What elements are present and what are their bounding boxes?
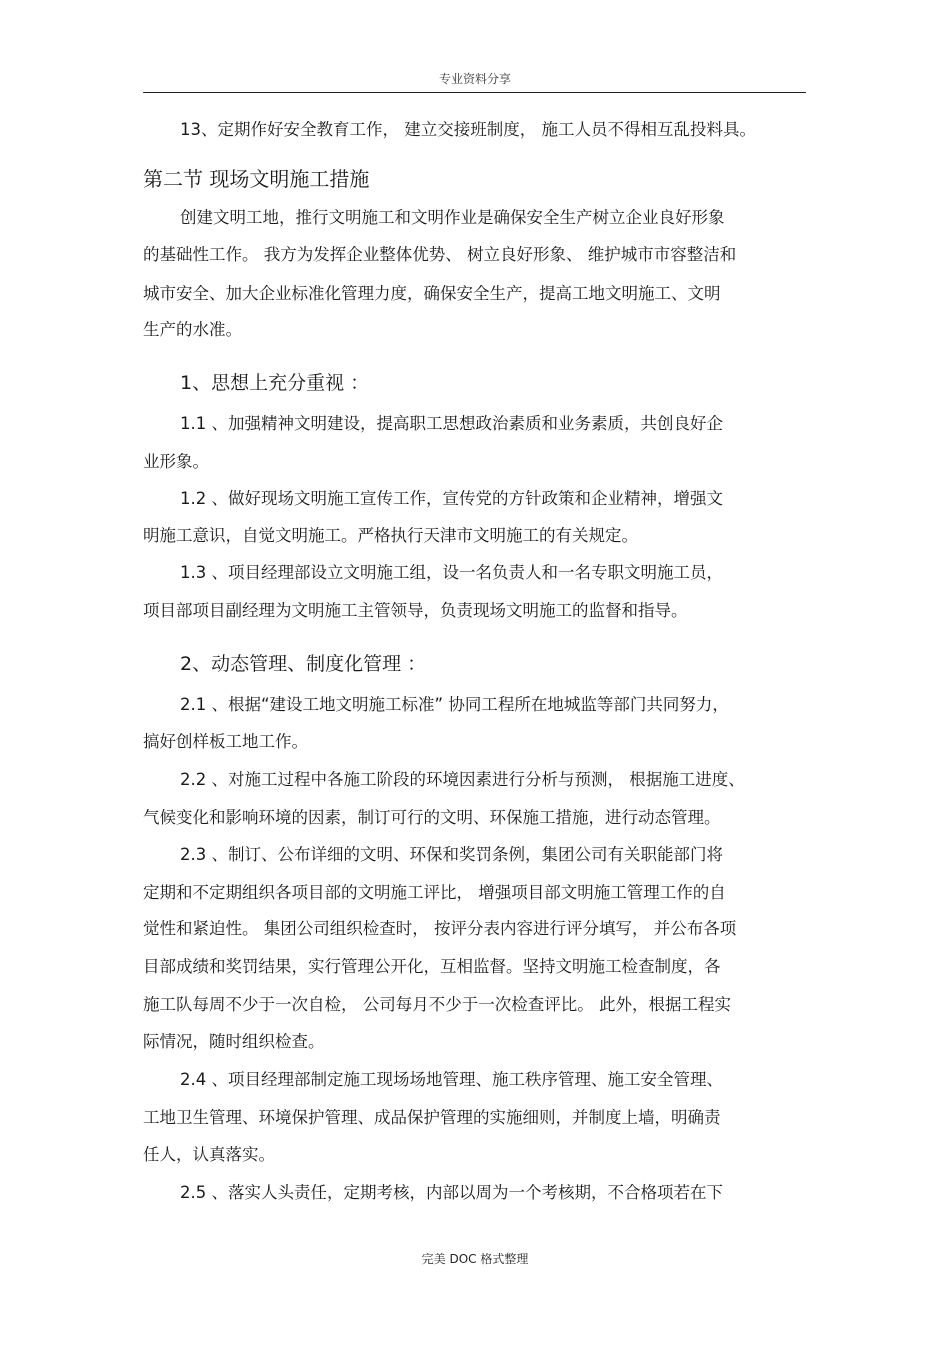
body-line: 目部成绩和奖罚结果，实行管理公开化，互相监督。坚持文明施工检查制度，各 (143, 957, 721, 976)
body-line: 工地卫生管理、环境保护管理、成品保护管理的实施细则，并制度上墙，明确责 (143, 1108, 721, 1127)
body-line: 际情况，随时组织检查。 (143, 1032, 325, 1051)
body-line: 生产的水准。 (143, 320, 242, 339)
body-line: 任人，认真落实。 (143, 1145, 275, 1164)
body-line: 明施工意识，自觉文明施工。严格执行天津市文明施工的有关规定。 (143, 526, 638, 545)
subsection-heading: 1、思想上充分重视 ： (180, 372, 370, 394)
page-footer: 完美 DOC 格式整理 (421, 1252, 529, 1266)
page-header: 专业资料分享 (438, 72, 511, 86)
body-line: 的基础性工作。 我方为发挥企业整体优势、 树立良好形象、 维护城市市容整洁和 (143, 245, 737, 264)
body-line: 2.1 、根据“建设工地文明施工标准” 协同工程所在地城监等部门共同努力， (180, 695, 729, 714)
body-line: 城市安全、加大企业标准化管理力度，确保安全生产，提高工地文明施工、文明 (143, 284, 721, 303)
body-line: 1.1 、加强精神文明建设，提高职工思想政治素质和业务素质，共创良好企 (180, 414, 723, 433)
subsection-heading: 2、动态管理、制度化管理 ： (180, 653, 427, 675)
body-line: 施工队每周不少于一次自检， 公司每月不少于一次检查评比。 此外，根据工程实 (143, 995, 731, 1014)
body-line: 13、定期作好安全教育工作， 建立交接班制度， 施工人员不得相互乱投料具。 (180, 120, 756, 139)
body-line: 2.5 、落实人头责任，定期考核，内部以周为一个考核期，不合格项若在下 (180, 1183, 723, 1202)
section-heading: 第二节 现场文明施工措施 (143, 167, 370, 191)
body-line: 1.3 、项目经理部设立文明施工组，设一名负责人和一名专职文明施工员， (180, 563, 723, 582)
body-line: 定期和不定期组织各项目部的文明施工评比， 增强项目部文明施工管理工作的自 (143, 883, 726, 902)
body-line: 创建文明工地，推行文明施工和文明作业是确保安全生产树立企业良好形象 (180, 208, 725, 227)
body-line: 业形象。 (143, 452, 209, 471)
body-line: 气候变化和影响环境的因素，制订可行的文明、环保施工措施，进行动态管理。 (143, 808, 721, 827)
body-line: 2.3 、制订、公布详细的文明、环保和奖罚条例，集团公司有关职能部门将 (180, 845, 723, 864)
header-rule (143, 92, 806, 93)
body-line: 2.4 、项目经理部制定施工现场场地管理、施工秩序管理、施工安全管理、 (180, 1070, 723, 1089)
body-line: 搞好创样板工地工作。 (143, 732, 308, 751)
body-line: 觉性和紧迫性。 集团公司组织检查时， 按评分表内容进行评分填写， 并公布各项 (143, 919, 737, 938)
body-line: 1.2 、做好现场文明施工宣传工作，宣传党的方针政策和企业精神，增强文 (180, 489, 723, 508)
body-line: 项目部项目副经理为文明施工主管领导，负责现场文明施工的监督和指导。 (143, 601, 688, 620)
body-line: 2.2 、对施工过程中各施工阶段的环境因素进行分析与预测， 根据施工进度、 (180, 770, 745, 789)
